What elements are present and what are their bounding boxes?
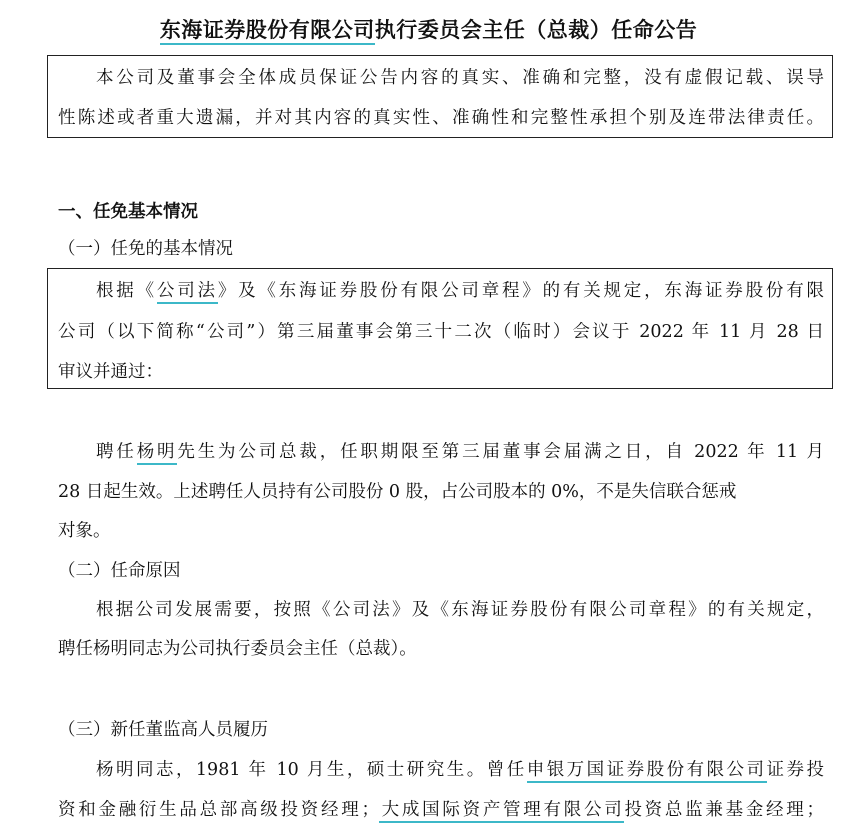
text-line — [96, 758, 824, 782]
text-segment: 28 日起生效。上述聘任人员持有公司股份 0 股，占公司股本的 0%，不是失信联合惩戒 — [58, 482, 737, 502]
page-title — [0, 14, 857, 44]
text-line — [58, 480, 824, 504]
text-segment: 证券投 — [766, 760, 825, 780]
text-line — [96, 598, 824, 622]
text-line — [58, 559, 824, 583]
text-segment: （一）任免的基本情况 — [58, 239, 233, 259]
text-line — [58, 718, 824, 742]
text-segment: 执行委员会主任（总裁）任命公告 — [374, 18, 698, 42]
text-line — [58, 360, 824, 384]
text-segment: 对象。 — [58, 521, 111, 541]
text-line — [58, 519, 824, 543]
text-segment: 先生为公司总裁，任职期限至第三届董事会届满之日，自 2022 年 11 月 — [177, 442, 825, 462]
section-heading — [58, 200, 824, 224]
linked-entity[interactable]: 东海证券股份有限公司 — [160, 18, 375, 45]
linked-entity[interactable]: 公司法 — [157, 281, 218, 304]
text-segment: 根据公司发展需要，按照《公司法》及《东海证券股份有限公司章程》的有关规定， — [96, 600, 824, 620]
text-segment: 审议并通过： — [58, 362, 163, 382]
text-line — [96, 440, 824, 464]
text-line — [96, 66, 824, 90]
text-line — [58, 637, 824, 661]
linked-entity[interactable]: 大成国际资产管理有限公司 — [379, 800, 625, 823]
text-segment: 聘任杨明同志为公司执行委员会主任（总裁）。 — [58, 639, 417, 659]
linked-entity[interactable]: 申银万国证券股份有限公司 — [527, 760, 767, 783]
text-segment: 根据《 — [96, 281, 157, 301]
text-segment: 聘任 — [96, 442, 137, 462]
text-segment: 资和金融衍生品总部高级投资经理； — [58, 800, 379, 820]
text-segment: 一、任免基本情况 — [58, 202, 198, 222]
text-line — [58, 106, 824, 130]
text-segment: 性陈述或者重大遗漏，并对其内容的真实性、准确性和完整性承担个别及连带法律责任。 — [58, 108, 824, 128]
text-line — [58, 237, 824, 261]
text-segment: 杨明同志，1981 年 10 月生，硕士研究生。曾任 — [96, 760, 527, 780]
text-segment: 本公司及董事会全体成员保证公告内容的真实、准确和完整，没有虚假记载、误导 — [96, 68, 824, 88]
text-line — [58, 320, 824, 344]
text-segment: 公司（以下简称“公司”）第三届董事会第三十二次（临时）会议于 2022 年 11 月 28 日 — [58, 322, 824, 342]
text-line — [58, 798, 824, 822]
text-segment: 投资总监兼基金经理； — [624, 800, 825, 820]
text-line — [96, 279, 824, 303]
text-segment: （三）新任董监高人员履历 — [58, 720, 268, 740]
linked-entity[interactable]: 杨明 — [137, 442, 178, 465]
text-segment: 》及《东海证券股份有限公司章程》的有关规定，东海证券股份有限 — [217, 281, 825, 301]
text-segment: （二）任命原因 — [58, 561, 181, 581]
